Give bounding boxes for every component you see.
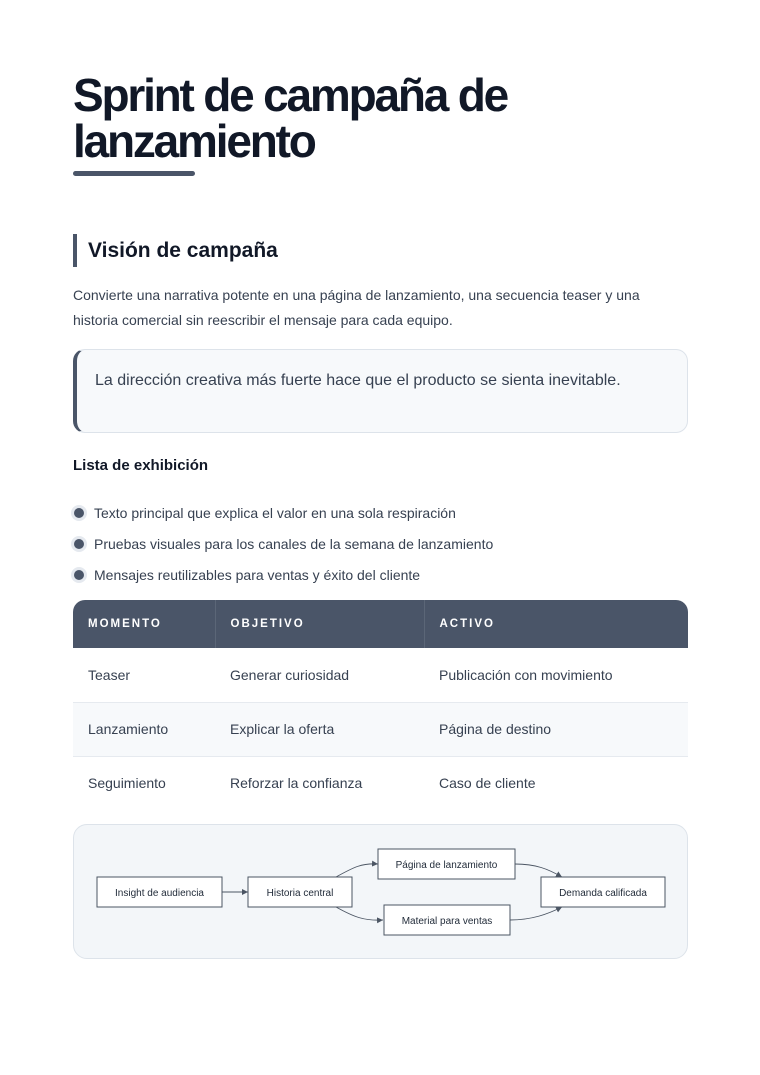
node-story [248,877,352,907]
node-story-label: Historia central [266,888,334,899]
page-title: Sprint de campaña de lanzamiento [73,69,508,167]
table-cell: Publicación con movimiento [424,648,688,702]
table-cell: Lanzamiento [73,702,215,756]
node-sales-label: Material para ventas [401,916,493,927]
node-insight [97,877,222,907]
node-landing [378,849,515,879]
table-cell: Explicar la oferta [215,702,424,756]
table-cell: Teaser [73,648,215,702]
edge-sales-to-demand [510,907,562,920]
list-item-text: Mensajes reutilizables para ventas y éxito del cliente [94,566,421,583]
intro-paragraph: Convierte una narrativa potente en una página de lanzamiento, una secuencia teaser y una historia comercial sin reescribir el mensaje para cada equipo. [73,287,640,328]
checklist-heading: Lista de exhibición [73,457,209,474]
flow-diagram-svg [74,825,689,960]
column-header-momento: MOMENTO [73,600,215,648]
callout-quote-text: La dirección creativa más fuerte hace que el producto se sienta inevitable. [95,372,621,389]
bullet-dot-icon [74,508,84,518]
node-sales [384,905,510,935]
table-cell: Seguimiento [88,775,166,792]
column-header-objetivo: OBJETIVO [215,600,424,648]
list-item-text: Pruebas visuales para los canales de la semana de lanzamiento [94,535,494,552]
title-underline [73,171,195,176]
bullet-dot-icon [74,539,84,549]
list-item-text: Texto principal que explica el valor en una sola respiración [94,504,456,521]
table-row [73,648,688,702]
table-cell: Generar curiosidad [215,648,424,702]
edge-story-to-sales [336,907,383,920]
list-item [73,497,688,528]
list-item [73,528,688,559]
table-row [73,702,688,756]
column-header-activo: ACTIVO [424,600,688,648]
edge-landing-to-demand [515,864,562,877]
node-insight-label: Insight de audiencia [115,888,204,899]
bullet-dot-icon [74,570,84,580]
campaign-table [73,600,688,810]
table-cell: Reforzar la confianza [230,775,363,792]
list-item [73,559,688,590]
table-header-row [73,600,688,648]
callout-quote [73,349,688,433]
node-demand-label: Demanda calificada [559,888,647,899]
table-cell: Página de destino [424,702,688,756]
section-heading-block [73,234,278,267]
checklist [73,497,688,590]
section-title: Visión de campaña [88,239,278,262]
node-demand [541,877,665,907]
table-cell: Caso de cliente [439,775,536,792]
edge-story-to-landing [336,864,378,877]
table-row [73,756,688,810]
node-landing-label: Página de lanzamiento [395,860,498,871]
flow-diagram [73,824,688,959]
